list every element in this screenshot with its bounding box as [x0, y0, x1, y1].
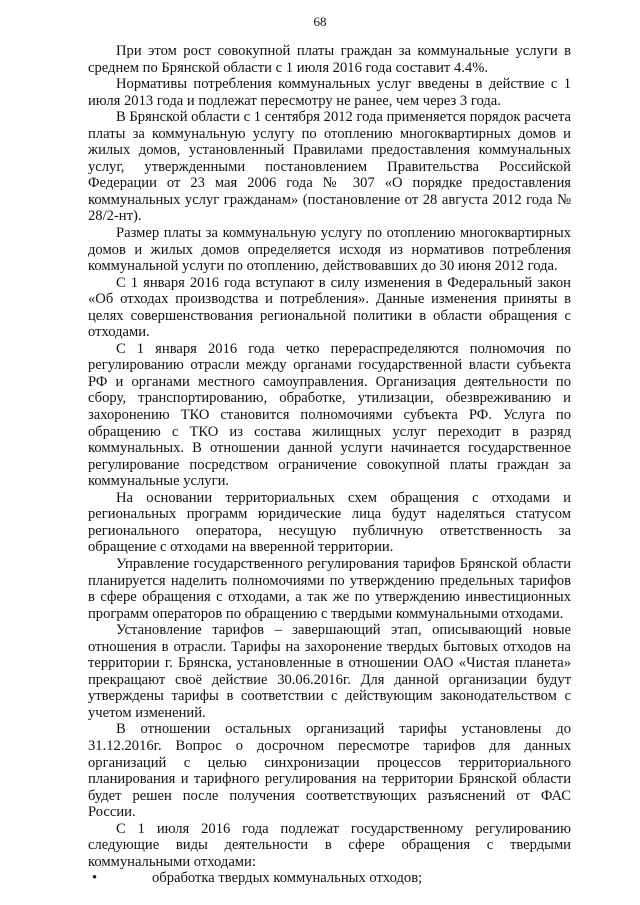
regulated-activities-list [88, 870, 571, 887]
bullet-icon: • [92, 870, 98, 887]
paragraph-heating-payment-size: Размер платы за коммунальную услугу по отоплению многоквартирных домов и жилых домов определяется исходя из нормативов потребления коммунальной услуги по отоплению, действовавших до 30 июня 2012 года. [88, 225, 571, 275]
paragraph-tariff-setting: Установление тарифов – завершающий этап, описывающий новые отношения в отрасли. Тарифы на захоронение твердых бытовых отходов на территории г. Брянска, установленные в отношении ОАО «Чистая планета» прекращают своё действие 30.06.2016г. Для данной организации будут утверждены тарифы в соответствии с действующим законодательством с учетом изменений. [88, 622, 571, 721]
list-item [88, 870, 571, 887]
paragraph-waste-law-changes: С 1 января 2016 года вступают в силу изменения в Федеральный закон «Об отходах производства и потребления». Данные изменения приняты в целях совершенствования региональной политики в области обращения с отходами. [88, 274, 571, 341]
paragraph-other-organizations: В отношении остальных организаций тарифы установлены до 31.12.2016г. Вопрос о досрочном пересмотре тарифов для данных организаций с целью синхронизации процессов территориального планирования и тарифного регулирования на территории Брянской области будет решен после получения соответствующих разъяснений от ФАС России. [88, 721, 571, 821]
paragraph-regional-operator: На основании территориальных схем обращения с отходами и региональных программ юридические лица будут наделяться статусом регионального оператора, несущую публичную ответственность за обращение с отходами на вверенной территории. [88, 489, 571, 556]
paragraph-consumption-norms: Нормативы потребления коммунальных услуг введены в действие с 1 июля 2013 года и подлежат пересмотру не ранее, чем через 3 года. [88, 76, 571, 109]
page-number: 68 [313, 14, 327, 29]
paragraph-regulated-activities: С 1 июля 2016 года подлежат государственному регулированию следующие виды деятельности в сфере обращения с твердыми коммунальными отходами: [88, 820, 571, 870]
paragraph-tariff-authority: Управление государственного регулирования тарифов Брянской области планируется наделить полномочиями по утверждению предельных тарифов в сфере обращения с отходами, а так же по утверждению инвестиционных программ операторов по обращению с твердыми коммунальными отходами. [88, 555, 571, 622]
paragraph-authority-redistribution: С 1 января 2016 года четко перераспределяются полномочия по регулированию отрасли между органами государственной власти субъекта РФ и органами местного самоуправления. Организация деятельности по сбору, транспортированию, обработке, утилизации, обезвреживанию и захоронению ТКО становится полномочиями субъекта РФ. Услуга по обращению с ТКО из состава жилищных услуг переходит в разряд коммунальных. В отношении данной услуги начинается государственное регулирование посредством ограничение совокупной платы граждан за коммунальные услуги. [88, 340, 571, 490]
body-text [88, 43, 571, 887]
paragraph-heating-calculation-order: В Брянской области с 1 сентября 2012 года применяется порядок расчета платы за коммунальную услугу по отоплению многоквартирных домов и жилых домов, установленный Правилами предоставления коммунальных услуг, утвержденными постановлением Правительства Российской Федерации от 23 мая 2006 года № 307 «О порядке предоставления коммунальных услуг гражданам» (постановление от 28 августа 2012 года № 28/2-нт). [88, 109, 571, 225]
paragraph-consumer-payment-growth: При этом рост совокупной платы граждан за коммунальные услуги в среднем по Брянской области с 1 июля 2016 года составит 4.4%. [88, 43, 571, 76]
list-item-text: обработка твердых коммунальных отходов; [152, 870, 423, 887]
